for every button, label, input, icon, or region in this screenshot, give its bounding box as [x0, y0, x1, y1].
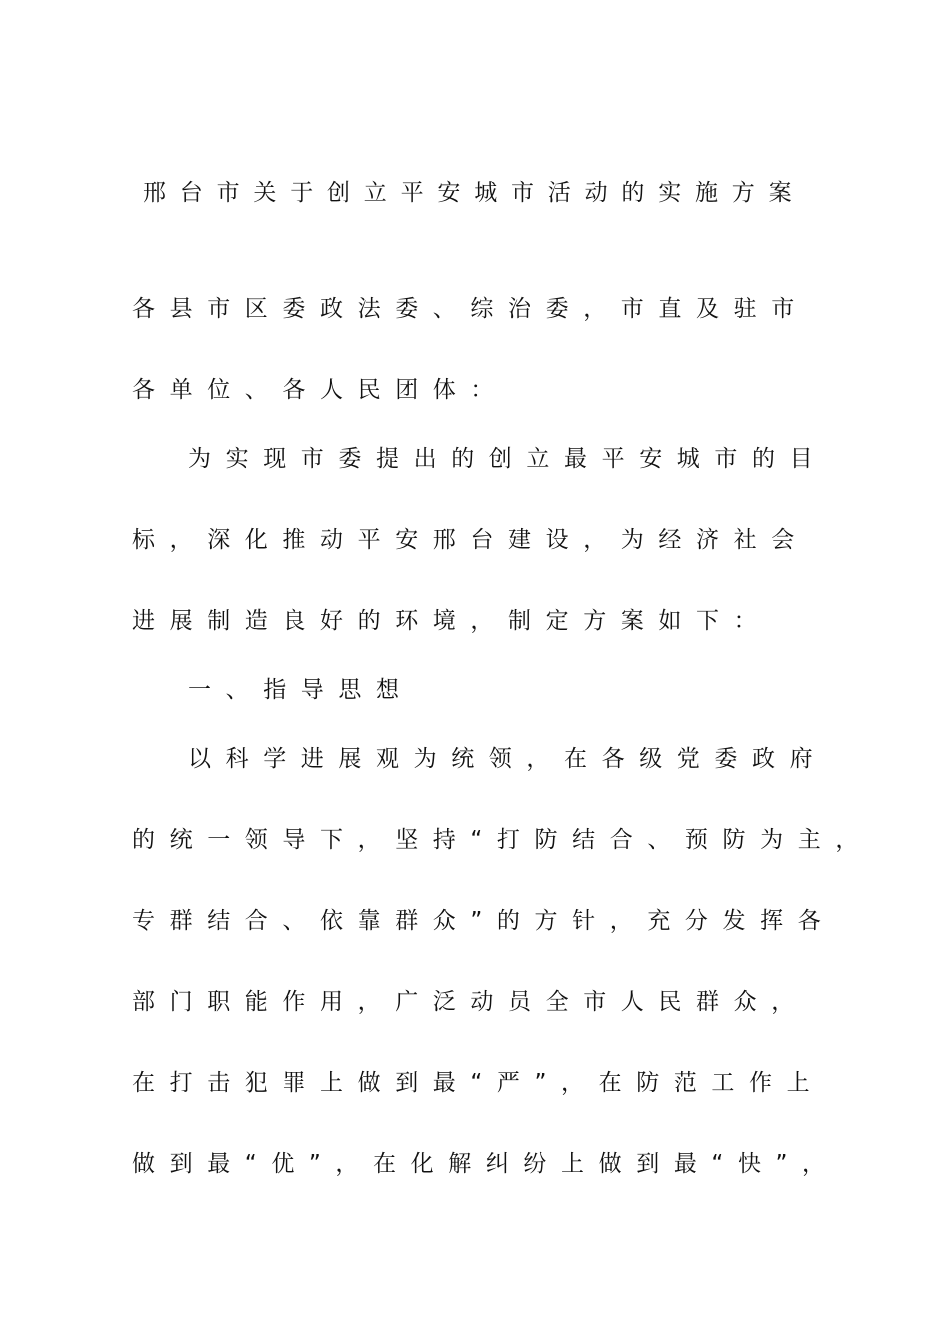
intro-line-2: 标，深化推动平安邢台建设，为经济社会	[132, 527, 809, 553]
section-body-line-5: 在打击犯罪上做到最“严”，在防范工作上	[132, 1070, 825, 1096]
section-body-line-2: 的统一领导下，坚持“打防结合、预防为主，	[132, 827, 873, 853]
section-body-line-3: 专群结合、依靠群众”的方针，充分发挥各	[132, 908, 836, 934]
intro-line-1: 为实现市委提出的创立最平安城市的目	[188, 446, 828, 472]
section-body-line-6: 做到最“优”，在化解纠纷上做到最“快”，	[132, 1151, 840, 1177]
section-body-line-4: 部门职能作用，广泛动员全市人民群众，	[132, 989, 809, 1015]
addressee-line-2: 各单位、各人民团体：	[132, 377, 508, 403]
document-title: 邢台市关于创立平安城市活动的实施方案	[143, 180, 806, 206]
section-body-line-1: 以科学进展观为统领，在各级党委政府	[188, 746, 828, 772]
intro-line-3: 进展制造良好的环境，制定方案如下：	[132, 608, 772, 634]
section-heading: 一、指导思想	[188, 677, 414, 703]
addressee-line-1: 各县市区委政法委、综治委，市直及驻市	[132, 296, 809, 322]
